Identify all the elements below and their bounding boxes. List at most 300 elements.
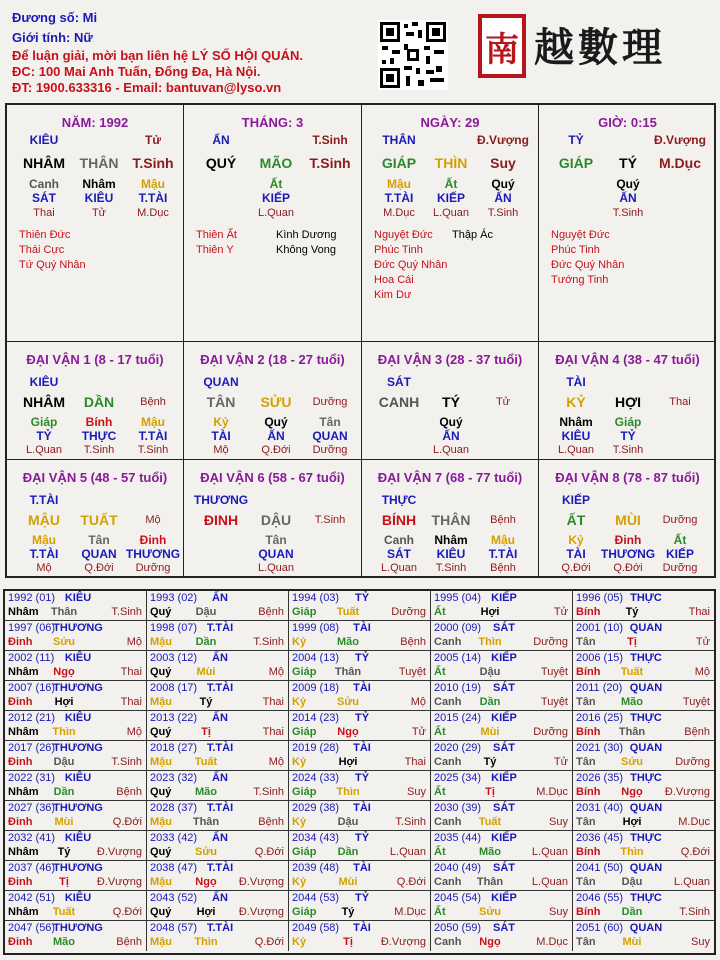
annual-chi: Tý: [625, 606, 639, 618]
annual-year: 2022 (31): [8, 772, 56, 784]
pillar-value: GIÁP: [558, 155, 594, 171]
hidden-god: SÁT: [387, 547, 411, 561]
annual-cell[interactable]: [431, 861, 573, 891]
annual-phase: Bệnh: [116, 786, 142, 798]
annual-cell[interactable]: [431, 921, 573, 951]
hidden-stem: Tân: [319, 415, 341, 429]
annual-chi: Dậu: [53, 756, 75, 768]
annual-cell[interactable]: [431, 801, 573, 831]
annual-cell[interactable]: [5, 921, 147, 951]
annual-god: SÁT: [493, 862, 515, 874]
annual-year: 2034 (43): [292, 832, 340, 844]
annual-chi: Thìn: [620, 846, 644, 858]
star-item: Phúc Tinh: [551, 244, 600, 256]
annual-cell[interactable]: [147, 741, 289, 771]
star-item: Tướng Tinh: [551, 274, 609, 286]
annual-phase: T.Sinh: [253, 636, 284, 648]
star-item: Kình Dương: [276, 229, 337, 241]
annual-can: Đinh: [8, 636, 33, 648]
dai-van-cell[interactable]: [539, 460, 716, 578]
annual-year: 2021 (30): [576, 742, 624, 754]
hidden-stem: Mậu: [141, 415, 165, 429]
pillar-title: THÁNG: 3: [241, 115, 304, 130]
pillar-value: THÂN: [382, 133, 416, 147]
annual-god: TÀI: [353, 682, 371, 694]
dai-van-cell[interactable]: [7, 342, 183, 459]
dai-van-cell[interactable]: [7, 460, 183, 578]
dai-van-cell[interactable]: [184, 460, 361, 578]
annual-god: THƯƠNG: [53, 802, 103, 814]
brand-logo: 越數理: [534, 24, 666, 71]
annual-cell[interactable]: [289, 711, 431, 741]
annual-year: 2040 (49): [434, 862, 482, 874]
annual-phase: Suy: [691, 936, 710, 948]
star-item: Tứ Quý Nhân: [19, 259, 86, 271]
annual-god: ẤN: [212, 892, 228, 904]
annual-can: Nhâm: [8, 846, 39, 858]
annual-chi: Hợi: [622, 816, 642, 828]
annual-phase: Tử: [553, 756, 568, 768]
annual-cell[interactable]: [5, 831, 147, 861]
pillar-value: Đ.Vượng: [654, 133, 706, 147]
annual-cell[interactable]: [573, 741, 714, 771]
dai-van-cell[interactable]: [539, 342, 716, 459]
annual-year: 2009 (18): [292, 682, 340, 694]
annual-cell[interactable]: [147, 621, 289, 651]
annual-god: QUAN: [629, 922, 663, 934]
annual-cell[interactable]: [431, 711, 573, 741]
annual-can: Mậu: [150, 636, 172, 648]
annual-god: THƯƠNG: [53, 922, 103, 934]
annual-chi: Mùi: [480, 726, 500, 738]
dai-van-cell[interactable]: [362, 460, 538, 578]
annual-god: KIÊU: [64, 712, 92, 724]
annual-phase: Dưỡng: [533, 636, 568, 648]
annual-cell[interactable]: [289, 681, 431, 711]
annual-phase: Q.Đới: [112, 906, 142, 918]
pillar-value: M.Dục: [383, 207, 415, 219]
annual-can: Nhâm: [8, 726, 39, 738]
annual-year: 2037 (46): [8, 862, 56, 874]
annual-table: [3, 589, 716, 955]
hidden-stem: Ất: [673, 533, 687, 547]
annual-year: 2046 (55): [576, 892, 624, 904]
pillars-grid: [5, 103, 716, 578]
annual-god: TÀI: [353, 742, 371, 754]
annual-can: Nhâm: [8, 786, 39, 798]
annual-year: 2042 (51): [8, 892, 56, 904]
annual-phase: Tuyệt: [540, 696, 568, 708]
annual-cell[interactable]: [573, 681, 714, 711]
pillar-value: ẤN: [212, 133, 230, 147]
pillar-value: T.Sinh: [309, 155, 351, 171]
pillar-title: GIỜ: 0:15: [598, 115, 657, 130]
annual-phase: Đ.Vượng: [664, 786, 710, 798]
annual-can: Tân: [576, 816, 596, 828]
annual-can: Đinh: [8, 696, 33, 708]
annual-phase: T.Sinh: [111, 606, 142, 618]
annual-year: 2038 (47): [150, 862, 198, 874]
annual-chi: Mão: [621, 696, 643, 708]
dai-van-cell[interactable]: [362, 342, 538, 459]
annual-cell[interactable]: [573, 921, 714, 951]
annual-chi: Thân: [476, 876, 504, 888]
annual-year: 2051 (60): [576, 922, 624, 934]
annual-can: Ất: [434, 666, 446, 678]
pillar-cell[interactable]: [539, 105, 716, 341]
annual-year: 2050 (59): [434, 922, 482, 934]
dai-van-chi: DẦN: [83, 394, 115, 410]
hidden-phase: Q.Đới: [261, 444, 291, 456]
annual-can: Canh: [434, 936, 462, 948]
pillar-value: TỶ: [568, 133, 584, 147]
annual-year: 2001 (10): [576, 622, 624, 634]
dai-van-god: KIÊU: [29, 375, 59, 389]
annual-chi: Thìn: [478, 636, 502, 648]
annual-phase: Q.Đới: [254, 936, 284, 948]
annual-god: T.TÀI: [206, 922, 234, 934]
annual-chi: Dậu: [195, 606, 217, 618]
annual-cell[interactable]: [5, 861, 147, 891]
annual-can: Tân: [576, 876, 596, 888]
pillar-value: L.Quan: [432, 207, 470, 219]
annual-god: KIÊU: [64, 832, 92, 844]
annual-year: 2004 (13): [292, 652, 340, 664]
star-item: Thập Ác: [452, 229, 493, 241]
annual-cell[interactable]: [147, 921, 289, 951]
pillar-value: Ất: [269, 177, 283, 191]
annual-chi: Ngọ: [195, 876, 217, 888]
annual-cell[interactable]: [289, 801, 431, 831]
dai-van-title: ĐẠI VẬN 1 (8 - 17 tuổi): [26, 352, 164, 367]
annual-cell[interactable]: [431, 741, 573, 771]
annual-phase: Bệnh: [258, 816, 284, 828]
annual-can: Ất: [434, 606, 446, 618]
annual-year: 2044 (53): [292, 892, 340, 904]
hidden-phase: L.Quan: [380, 562, 418, 574]
annual-cell[interactable]: [147, 591, 289, 621]
annual-cell[interactable]: [147, 711, 289, 741]
dai-van-can: NHÂM: [23, 394, 65, 410]
hidden-phase: Dưỡng: [312, 444, 348, 456]
hidden-phase: T.Sinh: [137, 444, 169, 456]
hidden-phase: Q.Đới: [613, 562, 643, 574]
dai-van-title: ĐẠI VẬN 4 (38 - 47 tuổi): [555, 352, 700, 367]
qr-code-icon[interactable]: [378, 20, 448, 90]
annual-god: TÀI: [353, 622, 371, 634]
annual-cell[interactable]: [147, 861, 289, 891]
annual-cell[interactable]: [5, 891, 147, 921]
annual-god: KIÊU: [64, 592, 92, 604]
hidden-god: QUAN: [258, 547, 294, 561]
hidden-god: T.TÀI: [29, 547, 59, 561]
annual-cell[interactable]: [289, 651, 431, 681]
annual-cell[interactable]: [573, 801, 714, 831]
annual-chi: Thân: [334, 666, 362, 678]
annual-cell[interactable]: [147, 831, 289, 861]
annual-chi: Thân: [50, 606, 78, 618]
annual-god: SÁT: [493, 742, 515, 754]
pillar-value: M.Dục: [137, 207, 169, 219]
annual-god: ẤN: [212, 652, 228, 664]
annual-phase: L.Quan: [673, 876, 710, 888]
annual-cell[interactable]: [147, 651, 289, 681]
pillar-value: Đ.Vượng: [477, 133, 529, 147]
annual-cell[interactable]: [5, 651, 147, 681]
annual-year: 1994 (03): [292, 592, 340, 604]
pillar-value: T.Sinh: [487, 207, 519, 219]
star-item: Nguyệt Đức: [374, 229, 433, 241]
hidden-stem: Bính: [85, 415, 113, 429]
annual-cell[interactable]: [5, 741, 147, 771]
pillar-value: T.Sinh: [312, 133, 348, 147]
annual-chi: Hợi: [480, 606, 500, 618]
dai-van-title: ĐẠI VẬN 2 (18 - 27 tuổi): [200, 352, 345, 367]
gender: Giới tính: Nữ: [12, 30, 93, 45]
hidden-stem: Kỷ: [568, 533, 584, 547]
annual-cell[interactable]: [289, 741, 431, 771]
annual-cell[interactable]: [147, 801, 289, 831]
pillar-value: NHÂM: [23, 155, 65, 171]
hidden-phase: L.Quan: [25, 444, 63, 456]
dai-van-can: KỶ: [566, 394, 586, 410]
annual-phase: Bệnh: [684, 726, 710, 738]
annual-god: SÁT: [493, 802, 515, 814]
annual-phase: Tuyệt: [682, 696, 710, 708]
hidden-phase: Q.Đới: [84, 562, 114, 574]
annual-cell[interactable]: [147, 771, 289, 801]
annual-god: TỶ: [354, 712, 370, 724]
annual-chi: Tuất: [52, 906, 76, 918]
annual-year: 2020 (29): [434, 742, 482, 754]
annual-phase: Q.Đới: [112, 816, 142, 828]
annual-can: Canh: [434, 636, 462, 648]
annual-can: Ất: [434, 786, 446, 798]
annual-phase: Tử: [695, 636, 710, 648]
annual-god: KIẾP: [491, 592, 517, 604]
dai-van-god: SÁT: [387, 375, 411, 389]
hidden-god: ẤN: [267, 429, 285, 443]
hidden-phase: Q.Đới: [561, 562, 591, 574]
annual-year: 2030 (39): [434, 802, 482, 814]
owner-name: Đương số: Mi: [12, 10, 98, 25]
annual-year: 2039 (48): [292, 862, 340, 874]
pillar-cell[interactable]: [362, 105, 538, 341]
pillar-value: MÃO: [259, 155, 293, 171]
dai-van-title: ĐẠI VẬN 3 (28 - 37 tuổi): [377, 352, 523, 367]
annual-cell[interactable]: [5, 591, 147, 621]
annual-phase: Q.Đới: [396, 876, 426, 888]
annual-chi: Tuất: [336, 606, 360, 618]
annual-can: Đinh: [8, 876, 33, 888]
annual-phase: Thai: [120, 666, 142, 678]
annual-year: 1999 (08): [292, 622, 340, 634]
annual-chi: Thìn: [336, 786, 360, 798]
annual-year: 2005 (14): [434, 652, 482, 664]
annual-year: 2033 (42): [150, 832, 198, 844]
dai-van-god: QUAN: [203, 375, 239, 389]
annual-chi: Ngọ: [337, 726, 359, 738]
annual-phase: Thai: [688, 606, 710, 618]
annual-year: 1996 (05): [576, 592, 624, 604]
annual-cell[interactable]: [147, 681, 289, 711]
annual-phase: Bệnh: [400, 636, 426, 648]
annual-cell[interactable]: [5, 621, 147, 651]
hidden-god: THỰC: [81, 429, 117, 443]
annual-year: 1997 (06): [8, 622, 56, 634]
annual-cell[interactable]: [5, 801, 147, 831]
phone-email-line: ĐT: 1900.633316 - Email: bantuvan@lyso.vn: [12, 80, 282, 95]
annual-year: 2011 (20): [576, 682, 623, 694]
hidden-phase: T.Sinh: [435, 562, 467, 574]
annual-chi: Dậu: [621, 876, 643, 888]
annual-year: 2048 (57): [150, 922, 198, 934]
annual-god: KIẾP: [491, 712, 517, 724]
annual-cell[interactable]: [289, 621, 431, 651]
annual-god: T.TÀI: [206, 742, 234, 754]
annual-phase: Tử: [553, 606, 568, 618]
annual-phase: Đ.Vượng: [96, 876, 142, 888]
annual-can: Kỷ: [292, 816, 307, 828]
annual-chi: Ngọ: [53, 666, 75, 678]
hidden-stem: Quý: [439, 415, 463, 429]
annual-cell[interactable]: [5, 711, 147, 741]
annual-chi: Tị: [485, 786, 495, 798]
annual-can: Mậu: [150, 756, 172, 768]
annual-god: KIẾP: [491, 772, 517, 784]
hidden-phase: Dưỡng: [135, 562, 171, 574]
annual-year: 2031 (40): [576, 802, 624, 814]
annual-cell[interactable]: [431, 831, 573, 861]
dai-van-phase: Dưỡng: [662, 514, 698, 526]
pillar-title: NĂM: 1992: [61, 115, 129, 130]
annual-chi: Ngọ: [621, 786, 643, 798]
annual-god: TỶ: [354, 892, 370, 904]
annual-can: Bính: [576, 666, 601, 678]
annual-year: 2023 (32): [150, 772, 198, 784]
annual-phase: Đ.Vượng: [238, 906, 284, 918]
annual-can: Canh: [434, 696, 462, 708]
annual-god: QUAN: [629, 622, 663, 634]
annual-phase: Dưỡng: [391, 606, 426, 618]
annual-cell[interactable]: [573, 591, 714, 621]
annual-chi: Tý: [483, 756, 497, 768]
annual-cell[interactable]: [5, 771, 147, 801]
dai-van-chi: TUẤT: [80, 512, 118, 528]
annual-cell[interactable]: [573, 831, 714, 861]
annual-can: Quý: [150, 666, 172, 678]
annual-phase: T.Sinh: [395, 816, 426, 828]
annual-chi: Dậu: [479, 666, 501, 678]
annual-cell[interactable]: [573, 711, 714, 741]
pillar-value: KIÊU: [29, 133, 59, 147]
annual-chi: Dần: [621, 906, 643, 918]
pillar-value: T.TÀI: [138, 191, 168, 205]
annual-can: Mậu: [150, 936, 172, 948]
pillar-cell[interactable]: [7, 105, 183, 341]
annual-cell[interactable]: [431, 681, 573, 711]
contact-line: Để luận giải, mời bạn liên hệ LÝ SỐ HỘI QUÁN.: [12, 48, 303, 63]
pillar-value: ẤN: [619, 191, 637, 205]
annual-year: 2012 (21): [8, 712, 56, 724]
star-item: Thiên Đức: [19, 229, 71, 241]
pillar-value: Thai: [33, 207, 55, 219]
annual-year: 2008 (17): [150, 682, 198, 694]
annual-cell[interactable]: [431, 771, 573, 801]
annual-cell[interactable]: [573, 891, 714, 921]
pillar-cell[interactable]: [184, 105, 361, 341]
hidden-god: T.TÀI: [138, 429, 168, 443]
annual-cell[interactable]: [147, 891, 289, 921]
annual-chi: Hợi: [338, 756, 358, 768]
pillar-value: Quý: [616, 177, 640, 191]
annual-god: THỰC: [630, 712, 662, 724]
annual-god: T.TÀI: [206, 862, 234, 874]
annual-phase: Mộ: [410, 696, 426, 708]
annual-phase: Suy: [549, 816, 568, 828]
pillar-value: Nhâm: [82, 177, 116, 191]
annual-cell[interactable]: [431, 621, 573, 651]
hidden-stem: Canh: [384, 533, 414, 547]
pillar-value: KIẾP: [436, 191, 466, 205]
annual-cell[interactable]: [5, 681, 147, 711]
annual-cell[interactable]: [289, 771, 431, 801]
annual-cell[interactable]: [573, 771, 714, 801]
annual-cell[interactable]: [289, 921, 431, 951]
annual-phase: Q.Đới: [254, 846, 284, 858]
annual-cell[interactable]: [289, 831, 431, 861]
annual-god: QUAN: [629, 742, 663, 754]
annual-year: 1992 (01): [8, 592, 56, 604]
address-line: ĐC: 100 Mai Anh Tuấn, Đống Đa, Hà Nội.: [12, 64, 261, 79]
annual-cell[interactable]: [573, 861, 714, 891]
annual-chi: Ngọ: [479, 936, 501, 948]
annual-god: ẤN: [212, 592, 228, 604]
annual-cell[interactable]: [289, 891, 431, 921]
annual-cell[interactable]: [431, 591, 573, 621]
annual-god: SÁT: [493, 682, 515, 694]
annual-cell[interactable]: [573, 621, 714, 651]
dai-van-chi: MÙI: [615, 512, 641, 528]
dai-van-cell[interactable]: [184, 342, 361, 459]
annual-chi: Mùi: [622, 936, 642, 948]
hidden-stem: Kỷ: [213, 415, 229, 429]
pillar-value: ẤN: [494, 191, 512, 205]
seal-stamp-icon: 南: [478, 14, 526, 78]
annual-cell[interactable]: [431, 891, 573, 921]
annual-cell[interactable]: [573, 651, 714, 681]
annual-god: QUAN: [629, 862, 663, 874]
pillar-title: NGÀY: 29: [420, 115, 480, 130]
annual-cell[interactable]: [431, 651, 573, 681]
pillar-value: SÁT: [32, 191, 56, 205]
pillar-value: TÝ: [619, 155, 637, 171]
annual-god: TÀI: [353, 802, 371, 814]
annual-cell[interactable]: [289, 591, 431, 621]
dai-van-phase: T.Sinh: [314, 514, 346, 526]
annual-phase: M.Dục: [678, 816, 710, 828]
dai-van-chi: DẬU: [260, 512, 292, 528]
annual-cell[interactable]: [289, 861, 431, 891]
annual-god: SÁT: [493, 922, 515, 934]
annual-god: THỰC: [630, 892, 662, 904]
pillar-value: Mậu: [141, 177, 165, 191]
annual-chi: Sửu: [478, 906, 502, 918]
annual-can: Kỷ: [292, 696, 307, 708]
annual-year: 2049 (58): [292, 922, 340, 934]
dai-van-phase: Mộ: [145, 514, 161, 526]
star-item: Thiên Ất: [196, 229, 237, 241]
